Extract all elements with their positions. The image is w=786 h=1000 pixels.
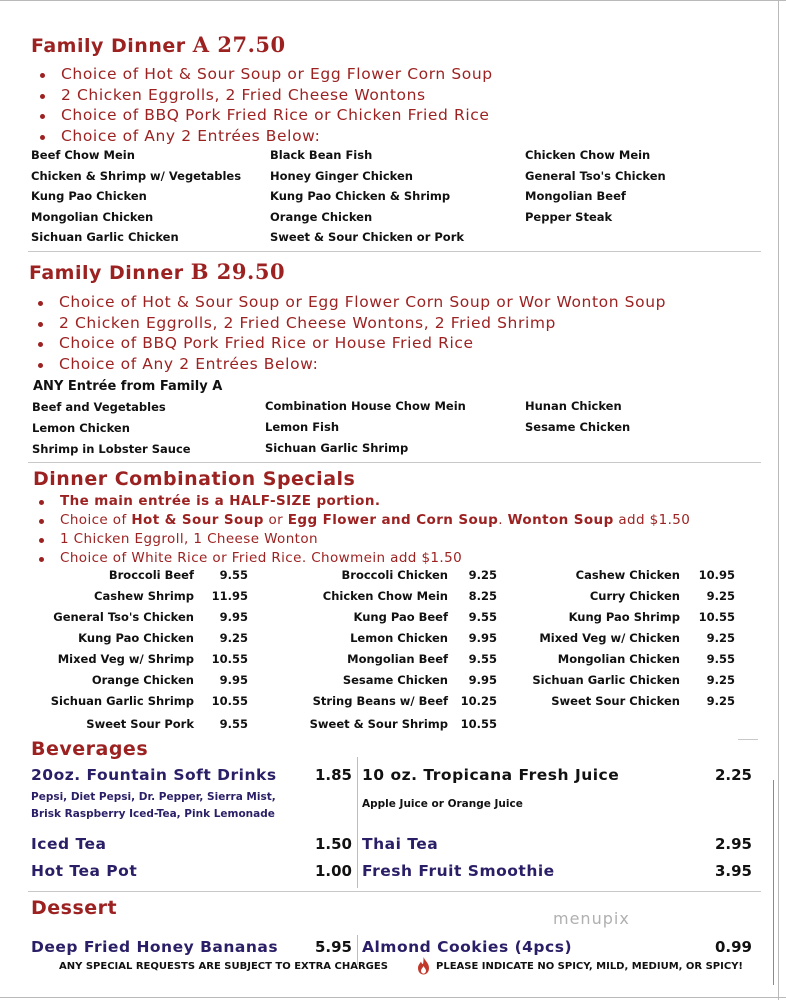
menu-item: Beef and Vegetables [32, 400, 166, 414]
menu-item: Sichuan Garlic Shrimp [265, 441, 409, 455]
hot-tea-price: 1.00 [314, 862, 352, 880]
almond-cookies-price: 0.99 [714, 938, 752, 956]
combo-item-price: 10.25 [460, 694, 497, 708]
hot-tea-name: Hot Tea Pot [31, 862, 138, 880]
menu-item: Mongolian Chicken [31, 209, 154, 224]
combo-bullet-text: The main entrée is a HALF-SIZE portion. [60, 493, 381, 509]
combo-item-price: 10.55 [460, 717, 497, 731]
fountain-drinks-options-1: Pepsi, Diet Pepsi, Dr. Pepper, Sierra Mist, [31, 791, 276, 803]
family-a-price: A 27.50 [192, 32, 286, 57]
section-divider [738, 739, 758, 740]
combo-item-name: Chicken Chow Mein [322, 589, 448, 603]
combo-item-price: 9.55 [468, 652, 497, 666]
combo-item-name: String Beans w/ Beef [312, 694, 448, 708]
menu-item: Kung Pao Chicken [31, 189, 147, 203]
combo-item-name: General Tso's Chicken [53, 610, 194, 624]
combo-item-name: Sweet & Sour Shrimp [309, 717, 448, 731]
page-border-right [778, 0, 779, 1000]
combo-bullet [37, 492, 690, 511]
family-a-bullet: 2 Chicken Eggrolls, 2 Fried Cheese Wontons [38, 85, 493, 106]
section-divider [28, 462, 761, 463]
menu-item: Orange Chicken [270, 209, 373, 224]
juice-options: Apple Juice or Orange Juice [362, 798, 523, 810]
combo-item-name: Kung Pao Shrimp [568, 610, 680, 624]
combo-text-part: add $1.50 [613, 512, 691, 528]
combo-item-price: 9.95 [468, 631, 497, 645]
menu-item: Combination House Chow Mein [265, 399, 466, 413]
combo-item-name: Cashew Shrimp [94, 589, 194, 603]
fountain-drinks-name: 20oz. Fountain Soft Drinks [31, 766, 277, 784]
family-b-title-text: Family Dinner [29, 262, 184, 284]
family-a-col-2 [270, 145, 464, 248]
fountain-drinks-price: 1.85 [314, 766, 352, 784]
menu-item: Sesame Chicken [525, 420, 631, 434]
family-a-title [31, 32, 286, 57]
page-edge-shadow [773, 780, 774, 985]
family-b-any-label: ANY Entrée from Family A [33, 379, 223, 394]
family-b-bullet: Choice of BBQ Pork Fried Rice or House Fried Rice [36, 333, 666, 354]
combo-item-price: 9.55 [219, 717, 248, 731]
combo-item-price: 9.55 [468, 610, 497, 624]
menu-item: Beef Chow Mein [31, 148, 135, 162]
dessert-title: Dessert [31, 897, 118, 919]
juice-name: 10 oz. Tropicana Fresh Juice [362, 766, 620, 784]
smoothie-price: 3.95 [714, 862, 752, 880]
menupix-watermark: menupix [553, 909, 630, 928]
combo-item-name: Broccoli Chicken [341, 568, 448, 582]
menu-item: Black Bean Fish [270, 148, 373, 162]
beverages-title: Beverages [31, 738, 149, 760]
menu-item: Honey Ginger Chicken [270, 168, 413, 183]
special-requests-note: ANY SPECIAL REQUESTS ARE SUBJECT TO EXTRA CHARGES [59, 961, 388, 972]
combo-item-price: 10.55 [211, 652, 248, 666]
family-a-col-1 [31, 145, 241, 248]
flame-icon [416, 957, 431, 975]
combo-item-name: Mixed Veg w/ Chicken [539, 631, 680, 645]
family-b-bullet: 2 Chicken Eggrolls, 2 Fried Cheese Wontons, 2 Fried Shrimp [36, 313, 666, 334]
combo-item-name: Mongolian Beef [347, 652, 448, 666]
spice-level-note: PLEASE INDICATE NO SPICY, MILD, MEDIUM, OR SPICY! [436, 961, 743, 972]
combo-text-part: Egg Flower and Corn Soup [287, 512, 499, 528]
page-border-bottom [0, 997, 786, 998]
menu-item: Chicken Chow Mein [525, 148, 651, 162]
family-b-title [29, 259, 285, 284]
combo-text-part: . [498, 512, 508, 528]
combo-item-price: 9.25 [706, 631, 735, 645]
menu-item: Lemon Fish [265, 420, 340, 434]
beverage-column-divider [357, 757, 358, 888]
family-b-col-1 [32, 397, 191, 460]
combo-item-name: Sesame Chicken [342, 673, 448, 687]
menu-item: Kung Pao Chicken & Shrimp [270, 189, 451, 203]
menu-item: Sweet & Sour Chicken or Pork [270, 230, 465, 244]
menu-item: Chicken & Shrimp w/ Vegetables [31, 168, 242, 183]
family-a-bullet: Choice of Any 2 Entrées Below: [38, 126, 493, 147]
iced-tea-price: 1.50 [314, 835, 352, 853]
thai-tea-name: Thai Tea [362, 835, 439, 853]
menu-item: Lemon Chicken [32, 421, 130, 435]
combo-text-part: Choice of [60, 512, 132, 528]
combo-item-price: 9.55 [219, 568, 248, 582]
thai-tea-price: 2.95 [714, 835, 752, 853]
family-a-title-text: Family Dinner [31, 35, 186, 57]
menu-item: Sichuan Garlic Chicken [31, 230, 179, 244]
juice-price: 2.25 [714, 766, 752, 784]
combo-bullets [37, 492, 690, 568]
combo-item-name: Curry Chicken [589, 589, 680, 603]
family-a-col-3 [525, 145, 666, 227]
menu-item: Mongolian Beef [525, 189, 626, 203]
flame-icon-svg [416, 957, 431, 975]
combo-bullet: 1 Chicken Eggroll, 1 Cheese Wonton [37, 530, 690, 549]
fountain-drinks-options-2: Brisk Raspberry Iced-Tea, Pink Lemonade [31, 808, 275, 820]
combo-item-price: 10.95 [698, 568, 735, 582]
almond-cookies-name: Almond Cookies (4pcs) [362, 938, 573, 956]
menu-item: Hunan Chicken [525, 399, 622, 413]
combo-item-price: 9.25 [706, 673, 735, 687]
menu-item: General Tso's Chicken [525, 168, 666, 183]
honey-bananas-price: 5.95 [314, 938, 352, 956]
combo-item-price: 8.25 [468, 589, 497, 603]
family-a-bullet: Choice of Hot & Sour Soup or Egg Flower Corn Soup [38, 64, 493, 85]
combo-item-price: 9.25 [219, 631, 248, 645]
combo-item-price: 9.25 [706, 694, 735, 708]
combo-item-name: Lemon Chicken [350, 631, 448, 645]
family-b-bullet: Choice of Hot & Sour Soup or Egg Flower Corn Soup or Wor Wonton Soup [36, 292, 666, 313]
combo-item-name: Mixed Veg w/ Shrimp [57, 652, 194, 666]
page-border-top [0, 0, 786, 1]
combo-item-name: Sichuan Garlic Chicken [532, 673, 680, 687]
combo-item-price: 11.95 [211, 589, 248, 603]
combo-bullet [37, 511, 690, 530]
combo-item-name: Kung Pao Beef [353, 610, 448, 624]
family-a-bullets [38, 64, 493, 146]
family-a-bullet: Choice of BBQ Pork Fried Rice or Chicken Fried Rice [38, 105, 493, 126]
combo-text-part: Wonton Soup [507, 512, 614, 528]
combo-item-name: Mongolian Chicken [557, 652, 680, 666]
combo-item-name: Kung Pao Chicken [78, 631, 194, 645]
iced-tea-name: Iced Tea [31, 835, 107, 853]
combo-item-price: 9.95 [468, 673, 497, 687]
family-b-price: B 29.50 [190, 259, 286, 284]
combo-text-part: Hot & Sour Soup [131, 512, 264, 528]
combo-item-name: Sichuan Garlic Shrimp [50, 694, 194, 708]
combo-col-1 [0, 568, 260, 738]
combo-item-price: 9.25 [706, 589, 735, 603]
menu-item: Pepper Steak [525, 209, 613, 224]
family-b-col-3 [525, 396, 630, 438]
combo-item-price: 10.55 [211, 694, 248, 708]
combo-title: Dinner Combination Specials [33, 468, 356, 490]
combo-item-price: 9.55 [706, 652, 735, 666]
section-divider [28, 251, 761, 252]
combo-item-name: Cashew Chicken [575, 568, 680, 582]
combo-item-name: Broccoli Beef [108, 568, 194, 582]
family-b-col-2 [265, 396, 466, 459]
combo-col-2 [260, 568, 500, 738]
family-b-bullet: Choice of Any 2 Entrées Below: [36, 354, 666, 375]
combo-item-price: 9.25 [468, 568, 497, 582]
honey-bananas-name: Deep Fried Honey Bananas [31, 938, 279, 956]
combo-bullet: Choice of White Rice or Fried Rice. Chowmein add $1.50 [37, 549, 690, 568]
menu-item: Shrimp in Lobster Sauce [32, 442, 191, 456]
family-b-bullets [36, 292, 666, 374]
smoothie-name: Fresh Fruit Smoothie [362, 862, 555, 880]
combo-col-3 [500, 568, 740, 715]
combo-item-name: Orange Chicken [91, 673, 194, 687]
combo-item-price: 9.95 [219, 673, 248, 687]
combo-item-name: Sweet Sour Pork [86, 717, 194, 731]
combo-text-part: or [263, 512, 288, 528]
combo-item-price: 10.55 [698, 610, 735, 624]
section-divider [28, 891, 761, 892]
combo-item-price: 9.95 [219, 610, 248, 624]
combo-item-name: Sweet Sour Chicken [551, 694, 680, 708]
